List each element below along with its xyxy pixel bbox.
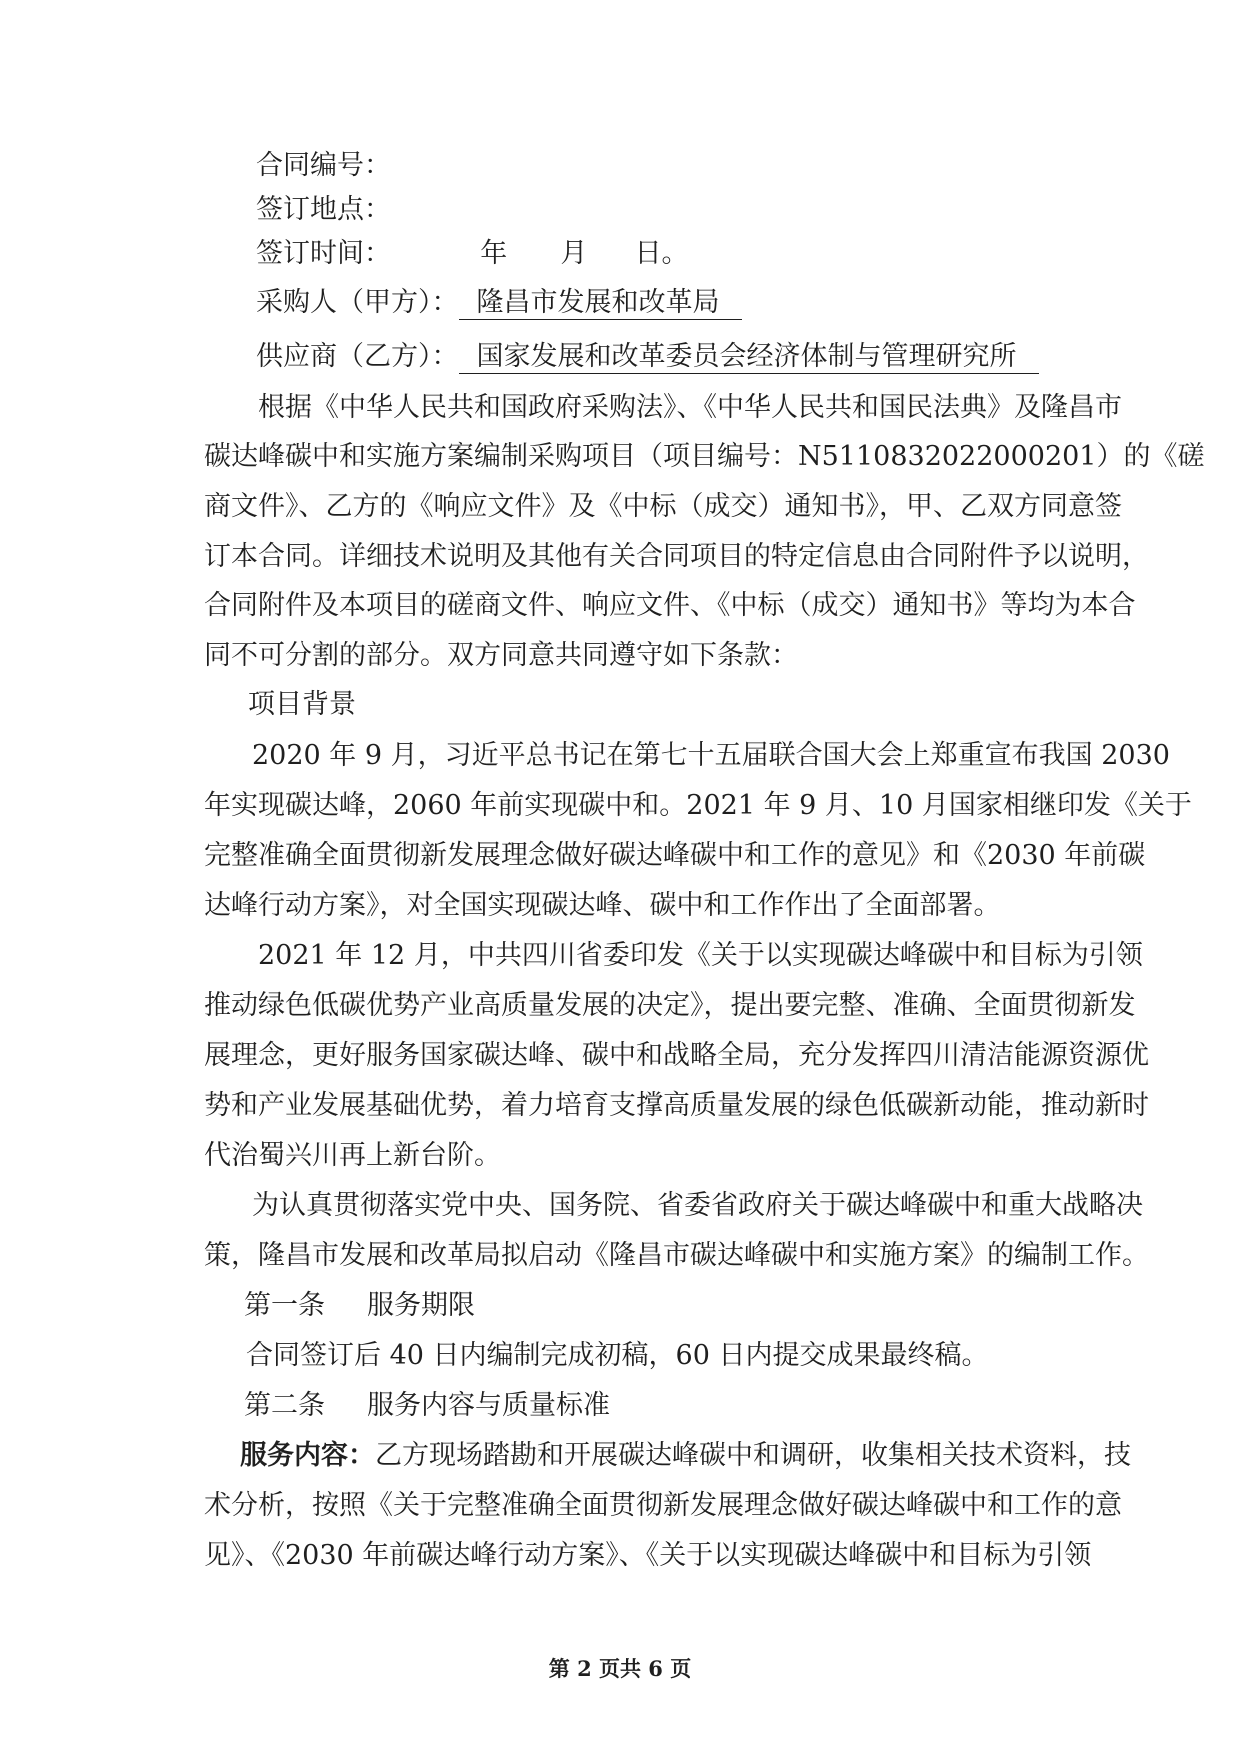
background-p1-line: 年实现碳达峰，2060 年前实现碳中和。2021 年 9 月、10 月国家相继印发《关于: [204, 790, 1192, 821]
article-2-heading: [244, 1386, 610, 1426]
buyer-name: 隆昌市发展和改革局: [459, 287, 742, 320]
article-2-line-text: 乙方现场踏勘和开展碳达峰碳中和调研，收集相关技术资料，技: [375, 1440, 1131, 1471]
buyer-label: 采购人（甲方）：: [256, 287, 459, 318]
intro-line: 同不可分割的部分。双方同意共同遵守如下条款：: [204, 640, 798, 671]
background-p1-line: 达峰行动方案》，对全国实现碳达峰、碳中和工作作出了全面部署。: [204, 890, 1001, 921]
article-1-number: 第一条: [244, 1290, 325, 1321]
supplier-label: 供应商（乙方）：: [256, 341, 459, 372]
background-p2-line: 势和产业发展基础优势，着力培育支撑高质量发展的绿色低碳新动能，推动新时: [204, 1090, 1149, 1121]
article-1-heading: [244, 1286, 475, 1326]
buyer-row: [256, 283, 742, 323]
sign-place-label: 签订地点：: [256, 194, 391, 225]
contract-no-label: 合同编号：: [256, 150, 391, 181]
article-2-title: 服务内容与质量标准: [367, 1390, 610, 1421]
intro-line: 商文件》、乙方的《响应文件》及《中标（成交）通知书》，甲、乙双方同意签: [204, 491, 1122, 522]
background-p2-line: 2021 年 12 月，中共四川省委印发《关于以实现碳达峰碳中和目标为引领: [258, 940, 1143, 971]
intro-line: 碳达峰碳中和实施方案编制采购项目（项目编号：N5110832022000201）的《磋: [204, 441, 1205, 472]
background-p2-line: 展理念，更好服务国家碳达峰、碳中和战略全局，充分发挥四川清洁能源资源优: [204, 1040, 1149, 1071]
sign-time-label: 签订时间：: [256, 238, 391, 269]
intro-line: 合同附件及本项目的磋商文件、响应文件、《中标（成交）通知书》等均为本合: [204, 590, 1136, 621]
supplier-row: [256, 337, 1039, 377]
page-number: 第 2 页共 6 页: [548, 1656, 692, 1681]
sign-time-month: 月: [560, 238, 588, 269]
article-1-title: 服务期限: [367, 1290, 475, 1321]
sign-time-year: 年: [480, 238, 508, 269]
article-2-number: 第二条: [244, 1390, 325, 1421]
article-2-lead: 服务内容：: [240, 1440, 375, 1471]
background-p2-line: 推动绿色低碳优势产业高质量发展的决定》，提出要完整、准确、全面贯彻新发: [204, 990, 1136, 1021]
background-p1-line: 2020 年 9 月，习近平总书记在第七十五届联合国大会上郑重宣布我国 2030: [252, 740, 1170, 771]
article-2-line: 见》、《2030 年前碳达峰行动方案》、《关于以实现碳达峰碳中和目标为引领: [204, 1540, 1092, 1571]
sign-time-day: 日。: [634, 238, 689, 269]
supplier-name: 国家发展和改革委员会经济体制与管理研究所: [459, 341, 1039, 374]
article-2-line: 术分析，按照《关于完整准确全面贯彻新发展理念做好碳达峰碳中和工作的意: [204, 1490, 1122, 1521]
article-1-body: 合同签订后 40 日内编制完成初稿，60 日内提交成果最终稿。: [246, 1340, 989, 1371]
background-p2-line: 代治蜀兴川再上新台阶。: [204, 1140, 501, 1171]
background-p3-line: 策，隆昌市发展和改革局拟启动《隆昌市碳达峰碳中和实施方案》的编制工作。: [204, 1240, 1149, 1271]
background-p1-line: 完整准确全面贯彻新发展理念做好碳达峰碳中和工作的意见》和《2030 年前碳: [204, 840, 1146, 871]
intro-line: 订本合同。详细技术说明及其他有关合同项目的特定信息由合同附件予以说明，: [204, 541, 1149, 572]
section-heading-background: 项目背景: [248, 689, 356, 720]
article-2-line: [240, 1436, 1131, 1476]
background-p3-line: 为认真贯彻落实党中央、国务院、省委省政府关于碳达峰碳中和重大战略决: [252, 1190, 1143, 1221]
intro-line: 根据《中华人民共和国政府采购法》、《中华人民共和国民法典》及隆昌市: [258, 392, 1122, 423]
sign-time-row: [256, 234, 689, 274]
